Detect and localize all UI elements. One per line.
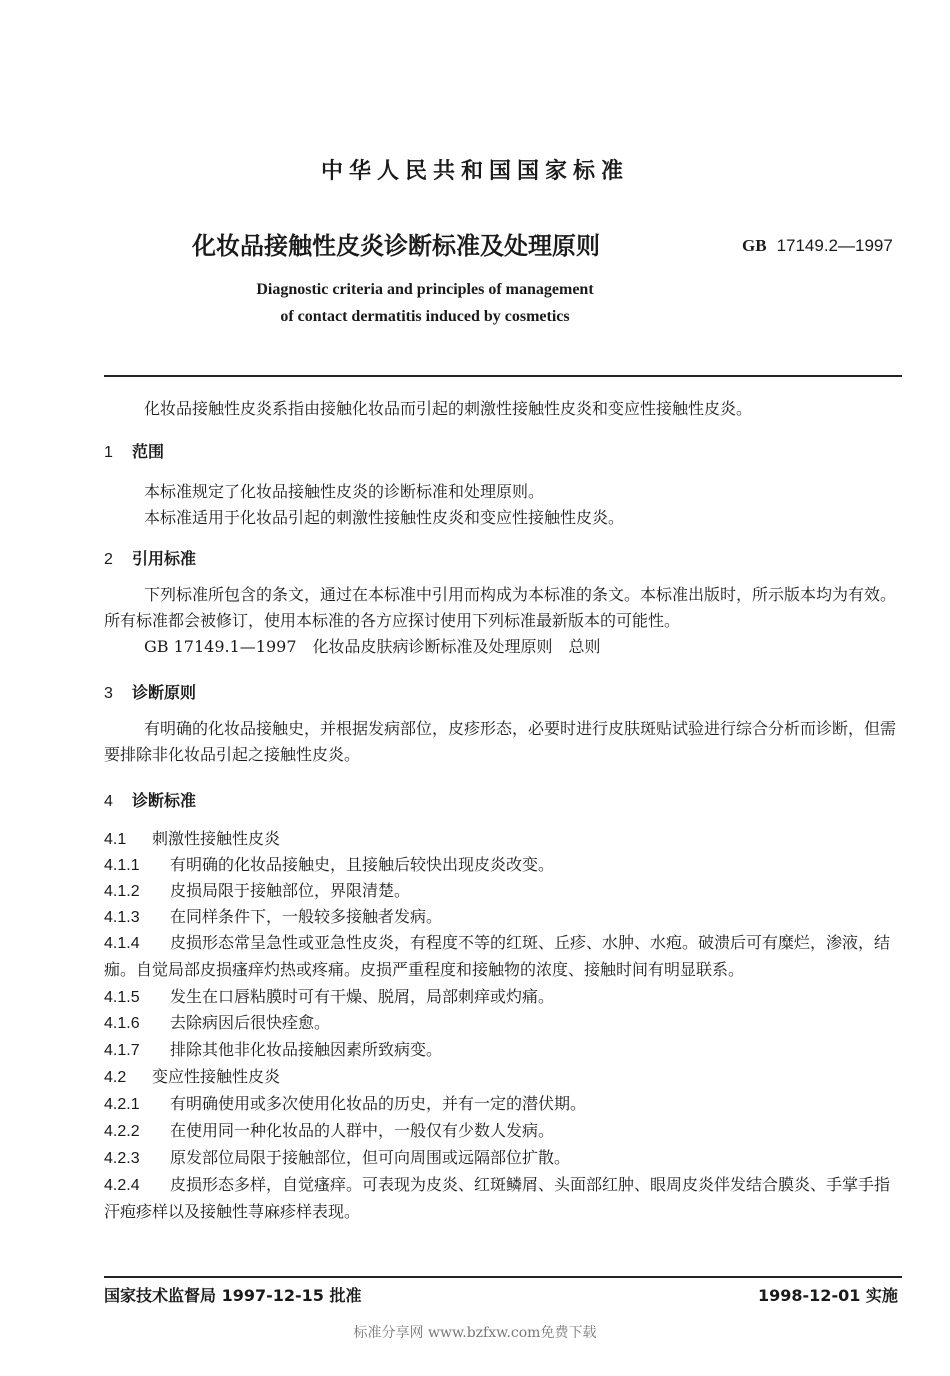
clause-4-2-4	[104, 1172, 902, 1225]
section-1-paragraph-1: 本标准规定了化妆品接触性皮炎的诊断标准和处理原则。	[144, 482, 545, 501]
section-2-number: 2	[104, 551, 113, 568]
clause-4-1-2	[104, 878, 902, 905]
section-3-paragraph: 有明确的化妆品接触史，并根据发病部位，皮疹形态，必要时进行皮肤斑贴试验进行综合分析而诊断，但需要排除非化妆品引起之接触性皮炎。	[104, 719, 897, 764]
clause-text: 发生在口唇粘膜时可有干燥、脱屑，局部刺痒或灼痛。	[170, 987, 555, 1006]
standard-number	[742, 236, 893, 256]
section-4-heading	[104, 788, 196, 811]
clause-4-1	[104, 826, 902, 853]
clause-4-1-6	[104, 1010, 902, 1037]
clause-number: 4.1.7	[104, 1042, 140, 1059]
clause-text: 去除病因后很快痊愈。	[170, 1013, 331, 1032]
clause-4-2-2	[104, 1118, 902, 1145]
standard-prefix: GB	[742, 236, 767, 255]
clause-text: 有明确使用或多次使用化妆品的历史，并有一定的潜伏期。	[170, 1094, 587, 1113]
clause-4-2-3	[104, 1145, 902, 1172]
section-1-heading	[104, 439, 164, 462]
section-4-number: 4	[104, 793, 113, 810]
footer-divider	[104, 1276, 902, 1278]
section-2-paragraph: 下列标准所包含的条文，通过在本标准中引用而构成为本标准的条文。本标准出版时，所示版本均为有效。所有标准都会被修订，使用本标准的各方应探讨使用下列标准最新版本的可能性。	[104, 585, 897, 630]
section-2-title: 引用标准	[132, 549, 197, 568]
document-title-cn: 化妆品接触性皮炎诊断标准及处理原则	[192, 232, 600, 260]
clause-text: 在使用同一种化妆品的人群中，一般仅有少数人发病。	[170, 1121, 555, 1140]
effective-date: 1998-12-01 实施	[758, 1286, 898, 1305]
clause-number: 4.1.5	[104, 989, 140, 1006]
section-3-number: 3	[104, 685, 113, 702]
clause-text: 刺激性接触性皮炎	[152, 829, 281, 848]
clause-number: 4.1.2	[104, 883, 140, 900]
section-1-title: 范围	[132, 442, 165, 461]
clause-text: 皮损形态常呈急性或亚急性皮炎，有程度不等的红斑、丘疹、水肿、水疱。破溃后可有糜烂，渗液，结痂。自觉局部皮损瘙痒灼热或疼痛。皮损严重程度和接触物的浓度、接触时间有明显联系。	[104, 933, 891, 979]
section-3-heading	[104, 680, 196, 703]
clause-text: 有明确的化妆品接触史，且接触后较快出现皮炎改变。	[170, 855, 555, 874]
header-divider	[104, 375, 902, 377]
section-3-title: 诊断原则	[132, 683, 197, 702]
clause-number: 4.2.4	[104, 1177, 140, 1194]
clause-number: 4.1	[104, 831, 127, 848]
national-standard-heading: 中华人民共和国国家标准	[320, 159, 629, 184]
clause-number: 4.1.4	[104, 935, 140, 952]
clause-text: 皮损局限于接触部位，界限清楚。	[170, 881, 411, 900]
clause-number: 4.1.6	[104, 1015, 140, 1032]
clause-4-2	[104, 1064, 902, 1091]
referenced-standard: GB 17149.1—1997 化妆品皮肤病诊断标准及处理原则 总则	[144, 637, 601, 656]
document-title-en-line1: Diagnostic criteria and principles of management	[256, 281, 594, 298]
clause-number: 4.2.2	[104, 1123, 140, 1140]
clause-text: 原发部位局限于接触部位，但可向周围或远隔部位扩散。	[170, 1148, 571, 1167]
standard-code: 17149.2—1997	[776, 236, 893, 255]
clause-number: 4.2	[104, 1069, 127, 1086]
clause-text: 在同样条件下，一般较多接触者发病。	[170, 907, 443, 926]
section-2-heading	[104, 546, 196, 569]
intro-paragraph: 化妆品接触性皮炎系指由接触化妆品而引起的刺激性接触性皮炎和变应性接触性皮炎。	[144, 399, 753, 418]
clause-4-1-1	[104, 852, 902, 879]
clause-4-1-5	[104, 984, 902, 1011]
approval-date: 国家技术监督局 1997-12-15 批准	[104, 1286, 362, 1305]
section-1-number: 1	[104, 444, 113, 461]
clause-4-1-4	[104, 930, 902, 983]
section-4-title: 诊断标准	[132, 791, 197, 810]
clause-number: 4.2.1	[104, 1096, 140, 1113]
clause-number: 4.1.1	[104, 857, 140, 874]
section-1-paragraph-2: 本标准适用于化妆品引起的刺激性接触性皮炎和变应性接触性皮炎。	[144, 508, 625, 527]
clause-number: 4.1.3	[104, 909, 140, 926]
clause-text: 皮损形态多样，自觉瘙痒。可表现为皮炎、红斑鳞屑、头面部红肿、眼周皮炎伴发结合膜炎、手掌手指汗疱疹样以及接触性荨麻疹样表现。	[104, 1175, 891, 1221]
clause-text: 变应性接触性皮炎	[152, 1067, 281, 1086]
clause-number: 4.2.3	[104, 1150, 140, 1167]
clause-text: 排除其他非化妆品接触因素所致病变。	[170, 1040, 443, 1059]
clause-4-1-3	[104, 904, 902, 931]
document-title-en-line2: of contact dermatitis induced by cosmetics	[280, 308, 570, 325]
clause-4-1-7	[104, 1037, 902, 1064]
clause-4-2-1	[104, 1091, 902, 1118]
watermark-text: 标准分享网 www.bzfxw.com免费下载	[353, 1325, 597, 1341]
